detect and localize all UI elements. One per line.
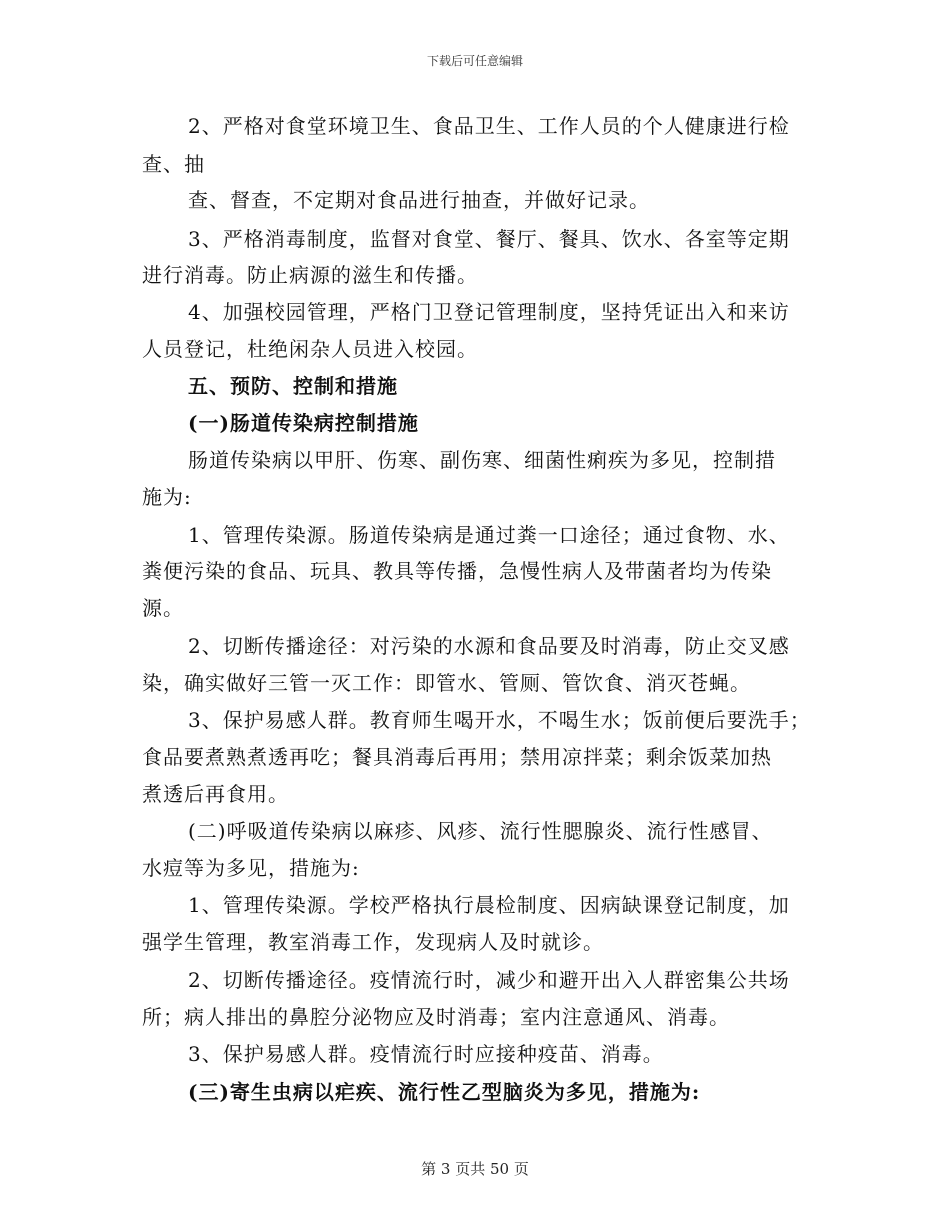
paragraph-line: 染，确实做好三管一灭工作：即管水、管厕、管饮食、消灭苍蝇。	[142, 671, 751, 695]
paragraph-line: 进行消毒。防止病源的滋生和传播。	[142, 263, 478, 287]
subsection-heading: (三)寄生虫病以疟疾、流行性乙型脑炎为多见，措施为:	[188, 1080, 701, 1104]
paragraph-line: 所；病人排出的鼻腔分泌物应及时消毒；室内注意通风、消毒。	[142, 1005, 730, 1029]
paragraph-line: 查、督查，不定期对食品进行抽查，并做好记录。	[188, 188, 650, 212]
paragraph-line: 1、管理传染源。学校严格执行晨检制度、因病缺课登记制度，加	[188, 893, 790, 917]
paragraph-line: (二)呼吸道传染病以麻疹、风疹、流行性腮腺炎、流行性感冒、	[188, 819, 773, 843]
paragraph-line: 食品要煮熟煮透再吃；餐具消毒后再用；禁用凉拌菜；剩余饭菜加热	[142, 745, 772, 769]
paragraph-line: 肠道传染病以甲肝、伤寒、副伤寒、细菌性痢疾为多见，控制措	[188, 448, 776, 472]
paragraph-line: 2、切断传播途径：对污染的水源和食品要及时消毒，防止交叉感	[188, 634, 790, 658]
paragraph-line: 查、抽	[142, 152, 205, 176]
paragraph-line: 水痘等为多见，措施为:	[142, 856, 360, 880]
paragraph-line: 强学生管理，教室消毒工作，发现病人及时就诊。	[142, 930, 604, 954]
paragraph-line: 4、加强校园管理，严格门卫登记管理制度，坚持凭证出入和来访	[188, 300, 790, 324]
paragraph-line: 施为:	[142, 485, 192, 509]
paragraph-line: 煮透后再食用。	[142, 782, 289, 806]
section-heading: 五、预防、控制和措施	[188, 374, 398, 398]
paragraph-line: 3、保护易感人群。教育师生喝开水，不喝生水；饭前便后要洗手；	[188, 708, 811, 732]
paragraph-line: 2、严格对食堂环境卫生、食品卫生、工作人员的个人健康进行检	[188, 114, 790, 138]
paragraph-line: 源。	[142, 596, 184, 620]
subsection-heading: (一)肠道传染病控制措施	[188, 411, 419, 435]
paragraph-line: 人员登记，杜绝闲杂人员进入校园。	[142, 337, 478, 361]
page-number: 第 3 页共 50 页	[421, 1160, 529, 1178]
paragraph-line: 2、切断传播途径。疫情流行时，减少和避开出入人群密集公共场	[188, 968, 790, 992]
paragraph-line: 粪便污染的食品、玩具、教具等传播，急慢性病人及带菌者均为传染	[142, 559, 772, 583]
paragraph-line: 3、保护易感人群。疫情流行时应接种疫苗、消毒。	[188, 1042, 664, 1066]
paragraph-line: 3、严格消毒制度，监督对食堂、餐厅、餐具、饮水、各室等定期	[188, 227, 790, 251]
page-header-note: 下载后可任意编辑	[426, 54, 523, 68]
paragraph-line: 1、管理传染源。肠道传染病是通过粪一口途径；通过食物、水、	[188, 523, 790, 547]
